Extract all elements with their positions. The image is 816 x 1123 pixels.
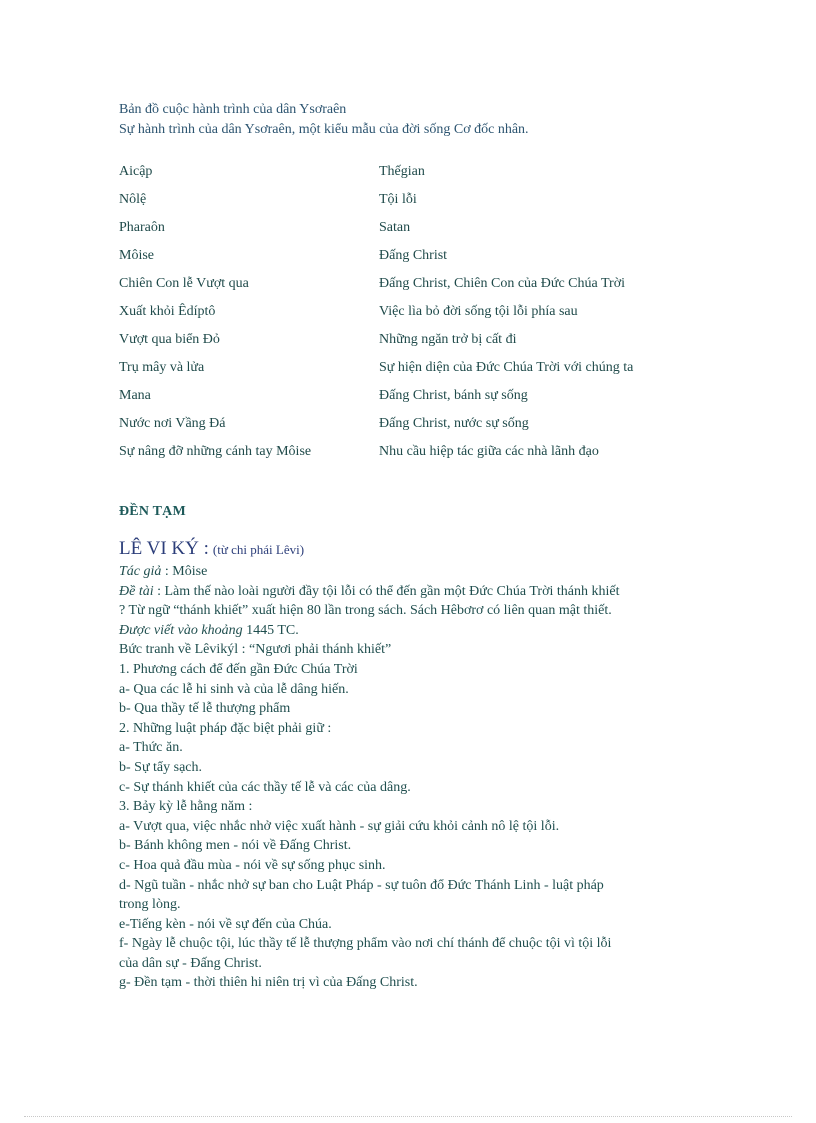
comparison-christian-meaning: Tội lỗi (379, 192, 417, 207)
written-value: 1445 TC. (242, 622, 299, 638)
outline-line: trong lòng. (119, 897, 181, 913)
book-details (119, 562, 699, 993)
comparison-old-testament-term: Nôlệ (119, 192, 147, 207)
outline-line: 2. Những luật pháp đặc biệt phải giữ : (119, 720, 332, 736)
comparison-row (119, 354, 699, 382)
comparison-old-testament-term: Vượt qua biển Đỏ (119, 332, 220, 347)
comparison-row (119, 298, 699, 326)
comparison-christian-meaning: Satan (379, 220, 411, 235)
comparison-row (119, 186, 699, 214)
author-value: : Môise (161, 564, 208, 579)
comparison-old-testament-term: Môise (119, 248, 154, 263)
outline-line: a- Qua các lễ hi sinh và của lễ dâng hiến. (119, 681, 349, 697)
comparison-row (119, 214, 699, 242)
outline-line: d- Ngũ tuần - nhắc nhở sự ban cho Luật Pháp - sự tuôn đổ Đức Thánh Linh - luật pháp (119, 877, 604, 893)
comparison-row (119, 242, 699, 270)
outline-line: f- Ngày lễ chuộc tội, lúc thầy tế lễ thượng phẩm vào nơi chí thánh để chuộc tội vì tội lỗi (119, 936, 612, 952)
theme-continuation: ? Từ ngữ “thánh khiết” xuất hiện 80 lần trong sách. Sách Hêbơrơ có liên quan mật thiết. (119, 603, 612, 619)
written-label: Được viết vào khoảng (119, 622, 243, 638)
comparison-christian-meaning: Đấng Christ, nước sự sống (379, 416, 529, 431)
outline-line: 3. Bảy kỳ lễ hằng năm : (119, 799, 253, 815)
outline-line: e-Tiếng kèn - nói về sự đến của Chúa. (119, 916, 332, 932)
comparison-christian-meaning: Nhu cầu hiệp tác giữa các nhà lãnh đạo (379, 444, 599, 459)
comparison-old-testament-term: Nước nơi Vầng Đá (119, 416, 226, 431)
comparison-christian-meaning: Những ngăn trở bị cất đi (379, 332, 517, 347)
comparison-table (119, 158, 699, 466)
section-heading: ĐỀN TẠM (119, 504, 186, 519)
outline-line: b- Qua thầy tế lễ thượng phẩm (119, 701, 291, 717)
comparison-row (119, 410, 699, 438)
outline-line: 1. Phương cách để đến gần Đức Chúa Trời (119, 661, 358, 677)
comparison-old-testament-term: Pharaôn (119, 220, 165, 235)
document-page (119, 100, 699, 993)
outline (119, 640, 699, 993)
outline-line: b- Sự tẩy sạch. (119, 759, 203, 775)
comparison-old-testament-term: Sự nâng đỡ những cánh tay Môise (119, 444, 312, 459)
author-line (119, 562, 699, 582)
comparison-row (119, 270, 699, 298)
book-title-line (119, 538, 699, 560)
comparison-christian-meaning: Việc lìa bỏ đời sống tội lỗi phía sau (379, 304, 578, 319)
outline-line: a- Thức ăn. (119, 740, 183, 756)
theme-label: Đề tài (119, 583, 154, 599)
comparison-row (119, 382, 699, 410)
comparison-christian-meaning: Đấng Christ, bánh sự sống (379, 388, 528, 403)
comparison-old-testament-term: Trụ mây và lửa (119, 360, 205, 375)
intro-title: Bản đồ cuộc hành trình của dân Ysơraên (119, 102, 347, 117)
outline-line: Bức tranh về Lêvikýl : “Ngươi phải thánh khiết” (119, 642, 392, 658)
comparison-christian-meaning: Sự hiện diện của Đức Chúa Trời với chúng ta (379, 360, 634, 375)
book-title: LÊ VI KÝ : (119, 538, 209, 559)
comparison-old-testament-term: Aicập (119, 164, 153, 179)
outline-line: b- Bánh không men - nói về Đấng Christ. (119, 838, 352, 854)
outline-line: c- Sự thánh khiết của các thầy tế lễ và các của dâng. (119, 779, 411, 795)
intro-subtitle: Sự hành trình của dân Ysơraên, một kiểu mẫu của đời sống Cơ đốc nhân. (119, 122, 529, 137)
comparison-old-testament-term: Mana (119, 388, 151, 403)
comparison-christian-meaning: Thếgian (379, 164, 425, 179)
book-subtitle: (từ chi phái Lêvi) (212, 542, 305, 557)
outline-line: g- Đền tạm - thời thiên hi niên trị vì của Đấng Christ. (119, 975, 418, 991)
comparison-christian-meaning: Đấng Christ, Chiên Con của Đức Chúa Trời (379, 276, 625, 291)
outline-line: của dân sự - Đấng Christ. (119, 955, 262, 971)
comparison-row (119, 158, 699, 186)
comparison-row (119, 438, 699, 466)
outline-line: a- Vượt qua, việc nhắc nhở việc xuất hành - sự giải cứu khỏi cảnh nô lệ tội lỗi. (119, 818, 560, 834)
comparison-row (119, 326, 699, 354)
theme-line (119, 582, 699, 602)
comparison-old-testament-term: Xuất khỏi Êdíptô (119, 304, 216, 319)
comparison-christian-meaning: Đấng Christ (379, 248, 448, 263)
author-label: Tác giả (119, 564, 162, 579)
page-footer-divider (24, 1116, 792, 1117)
comparison-old-testament-term: Chiên Con lễ Vượt qua (119, 276, 249, 291)
theme-value: : Làm thế nào loài người đầy tội lỗi có thể đến gần một Đức Chúa Trời thánh khiết (153, 583, 620, 599)
written-line (119, 621, 699, 641)
outline-line: c- Hoa quả đầu mùa - nói về sự sống phục sinh. (119, 857, 386, 873)
